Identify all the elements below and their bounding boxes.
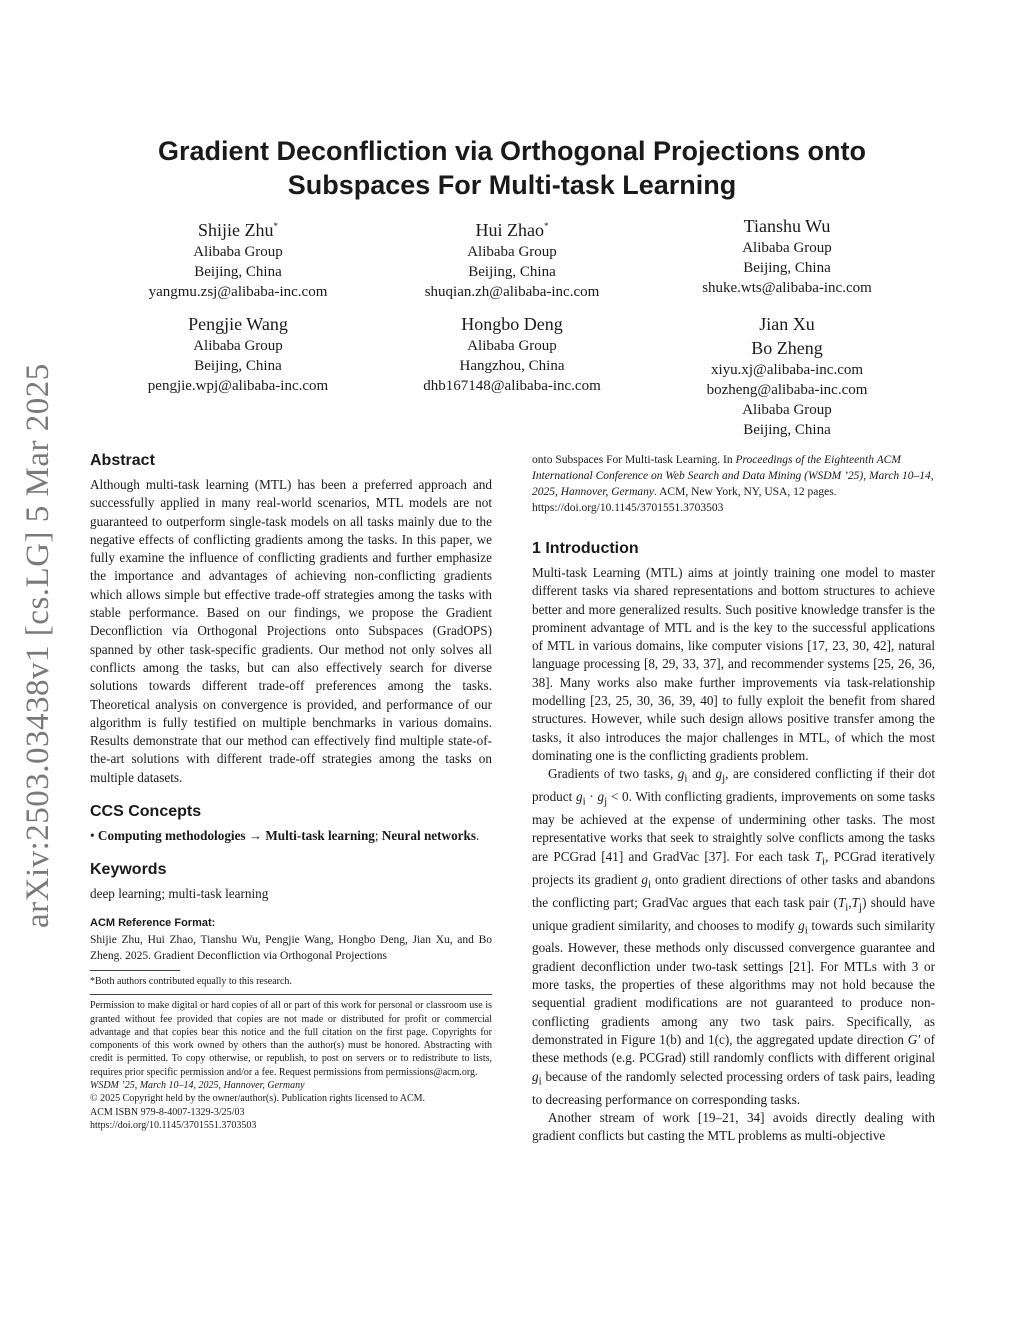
- author-name: Hongbo Deng: [461, 314, 563, 334]
- author-affiliation: Alibaba Group: [193, 338, 283, 354]
- author-affiliation: Alibaba Group: [193, 244, 283, 260]
- acm-reference-text: Shijie Zhu, Hui Zhao, Tianshu Wu, Pengjie Wang, Hongbo Deng, Jian Xu, and Bo Zheng. 2025. Gradient Deconfliction via Orthogonal Projections: [90, 933, 492, 962]
- abstract-text: Although multi-task learning (MTL) has been a preferred approach and successfully applied in many real-world scenarios, MTL models are not guaranteed to outperform single-task models on all tasks mainly due to the negative effects of conflicting gradients among the tasks. In this paper, we fully examine the influence of conflicting gradients and further emphasize the importance and advantages of achieving non-conflicting gradients which allows simple but effective trade-off strategies among the tasks with stable performance. Based on our findings, we propose the Gradient Deconfliction via Orthogonal Projections onto Subspaces (GradOPS) spanned by other task-specific gradients. Our method not only solves all conflicts among the tasks, but can also effectively search for diverse solutions towards different trade-off preferences among the tasks. Theoretical analysis on convergence is provided, and performance of our algorithm is fully testified on multiple benchmarks in various domains. Results demonstrate that our method can effectively find multiple state-of-the-art solutions with different trade-off strategies among the tasks on multiple datasets.: [90, 477, 492, 785]
- author-email[interactable]: bozheng@alibaba-inc.com: [706, 382, 868, 398]
- author-name: Bo Zheng: [751, 338, 823, 358]
- author-email[interactable]: shuqian.zh@alibaba-inc.com: [424, 284, 600, 300]
- ccs-concept-2: Neural networks: [381, 828, 476, 844]
- isbn: ACM ISBN 979-8-4007-1329-3/25/03: [90, 1106, 245, 1118]
- intro-paragraph-2: Gradients of two tasks, $g_i$ and $g_j$, are considered conflicting if their dot product $g_i \cdot g_j < 0$. With conflicting gradients, improvements on some tasks may be achieved at the expense of undermining other tasks. The most representative works that seek to straightly solve conflicts among the tasks are PCGrad [41] and GradVac [37]. For each task $T_i$, PCGrad iteratively projects its gradient $g_i$ onto gradient directions of other tasks and abandons the conflicting part; GradVac argues that each task pair $(T_i,T_j)$ should have unique gradient similarity, and chooses to modify $g_i$ towards such similarity goals. However, these methods only discussed convergence guarantee and gradient deconfliction under two-task settings [21]. For MTLs with 3 or more tasks, the properties of these algorithms may not hold because the sequential gradient modifications are not guaranteed to produce non-conflicting gradients among any two task pairs. Specifically, as demonstrated in Figure 1(b) and 1(c), the aggregated update direction G′ of these methods (e.g. PCGrad) still randomly conflicts with different original $g_i$ because of the randomly selected processing orders of task pairs, leading to decreasing performance on corresponding tasks.: [532, 766, 936, 1107]
- author-block: [637, 214, 937, 298]
- acm-reference-label: ACM Reference Format:: [90, 916, 216, 929]
- author-name: Hui Zhao*: [475, 220, 549, 240]
- title-line-2: Subspaces For Multi-task Learning: [287, 170, 737, 200]
- permission-rule: [90, 994, 492, 995]
- author-email[interactable]: dhb167148@alibaba-inc.com: [423, 378, 601, 394]
- author-email[interactable]: yangmu.zsj@alibaba-inc.com: [148, 284, 328, 300]
- ccs-heading: CCS Concepts: [90, 803, 202, 821]
- author-location: Beijing, China: [194, 264, 282, 280]
- author-email[interactable]: shuke.wts@alibaba-inc.com: [702, 280, 872, 296]
- abstract-heading: Abstract: [90, 452, 155, 469]
- ccs-concept-1: Computing methodologies → Multi-task learning: [97, 828, 375, 844]
- copyright-notice: © 2025 Copyright held by the owner/author(s). Publication rights licensed to ACM.: [90, 1093, 426, 1105]
- author-name: Tianshu Wu: [743, 216, 831, 236]
- intro-paragraph-3: Another stream of work [19–21, 34] avoids directly dealing with gradient conflicts but casting the MTL problems as multi-objective: [532, 1109, 935, 1144]
- author-affiliation: Alibaba Group: [742, 402, 832, 418]
- author-name: Pengjie Wang: [188, 314, 288, 334]
- author-location: Beijing, China: [468, 264, 556, 280]
- footnote-rule: [90, 970, 180, 971]
- footnote: *Both authors contributed equally to this research.: [90, 975, 292, 987]
- author-block: [88, 312, 388, 396]
- author-block: [362, 312, 662, 396]
- left-column: [90, 450, 492, 1132]
- author-email[interactable]: pengjie.wpj@alibaba-inc.com: [147, 378, 329, 394]
- author-affiliation: Alibaba Group: [467, 244, 557, 260]
- author-name: Shijie Zhu*: [198, 220, 278, 240]
- author-block: [362, 214, 662, 302]
- doi-link[interactable]: https://doi.org/10.1145/3701551.3703503: [90, 1119, 257, 1131]
- author-location: Beijing, China: [743, 422, 831, 438]
- permission-notice: Permission to make digital or hard copies of all or part of this work for personal or classroom use is granted without fee provided that copies are not made or distributed for profit or commercial advantage and that copies bear this notice and the full citation on the first page. Copyrights for components of this work owned by others than the author(s) must be honored. Abstracting with credit is permitted. To copy otherwise, or republish, to post on servers or to redistribute to lists, requires prior specific permission and/or a fee. Request permissions from permissions@acm.org.: [90, 1000, 492, 1078]
- author-group-block: [637, 312, 937, 440]
- author-name: Jian Xu: [759, 314, 815, 334]
- title-line-1: Gradient Deconfliction via Orthogonal Projections onto: [157, 136, 867, 166]
- intro-paragraph-1: Multi-task Learning (MTL) aims at jointly training one model to master different tasks via shared representations and bottom structures to achieve better and more generalized results. Such positive knowledge transfer is the prominent advantage of MTL and is the key to the successful applications of MTL in various domains, like computer visions [17, 23, 30, 42], natural language processing [8, 29, 33, 37], and recommender systems [25, 26, 36, 38]. Many works also make further improvements via task-relationship modelling [23, 25, 30, 36, 39, 40] to fully exploit the benefit from shared structures. However, while such design allows positive transfer among the tasks, it also introduces the major challenges in MTL, of which the most dominating one is the conflicting gradients problem.: [532, 565, 935, 763]
- author-location: Beijing, China: [194, 358, 282, 374]
- conference-info: WSDM ’25, March 10–14, 2025, Hannover, Germany: [90, 1080, 305, 1092]
- author-block: [88, 214, 388, 302]
- keywords-heading: Keywords: [90, 861, 167, 879]
- author-affiliation: Alibaba Group: [742, 240, 832, 256]
- ccs-concepts: • Computing methodologies → Multi-task learning; Neural networks.: [90, 828, 480, 844]
- right-column: [532, 452, 935, 1145]
- author-email[interactable]: xiyu.xj@alibaba-inc.com: [710, 362, 864, 378]
- acm-reference-continuation: onto Subspaces For Multi-task Learning. In Proceedings of the Eighteenth ACM International Conference on Web Search and Data Mining (WSDM ’25), March 10–14, 2025, Hannover, Germany. ACM, New York, NY, USA, 12 pages. https://doi.org/10.1145/3701551.3703503: [532, 454, 934, 514]
- author-affiliation: Alibaba Group: [467, 338, 557, 354]
- paper-title: [100, 134, 924, 202]
- keywords-text: deep learning; multi-task learning: [90, 886, 269, 902]
- author-location: Hangzhou, China: [459, 358, 565, 374]
- author-location: Beijing, China: [743, 260, 831, 276]
- arxiv-identifier: arXiv:2503.03438v1 [cs.LG] 5 Mar 2025: [20, 363, 56, 928]
- introduction-heading: 1 Introduction: [532, 540, 639, 557]
